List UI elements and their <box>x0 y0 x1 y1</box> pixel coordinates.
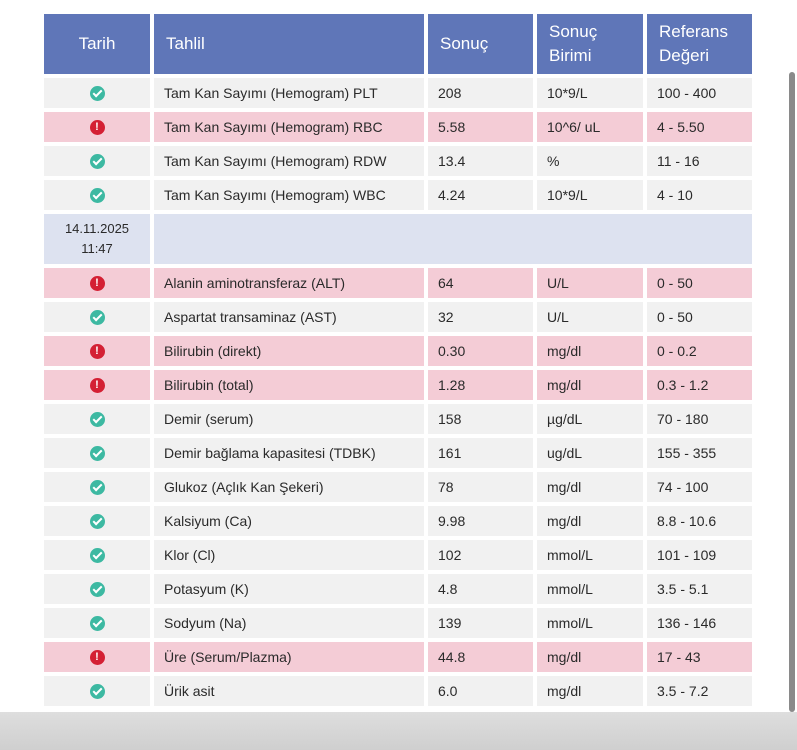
check-circle-icon <box>90 154 105 169</box>
exclamation-circle-icon <box>90 344 105 359</box>
test-name-cell: Demir (serum) <box>154 404 424 434</box>
table-row[interactable] <box>44 180 752 210</box>
unit-cell: mg/dl <box>537 642 643 672</box>
unit-cell: 10^6/ uL <box>537 112 643 142</box>
test-name-cell: Klor (Cl) <box>154 540 424 570</box>
check-circle-icon <box>90 548 105 563</box>
test-name-cell: Bilirubin (direkt) <box>154 336 424 366</box>
header-result-label: Sonuç <box>440 34 489 53</box>
check-circle-icon <box>90 684 105 699</box>
unit-cell: U/L <box>537 302 643 332</box>
reference-cell: 17 - 43 <box>647 642 752 672</box>
exclamation-circle-icon <box>90 378 105 393</box>
status-cell <box>44 268 150 298</box>
status-cell <box>44 336 150 366</box>
unit-cell: mmol/L <box>537 574 643 604</box>
status-cell <box>44 472 150 502</box>
result-cell: 0.30 <box>428 336 533 366</box>
reference-cell: 0 - 50 <box>647 268 752 298</box>
unit-cell: ug/dL <box>537 438 643 468</box>
status-cell <box>44 146 150 176</box>
test-name-cell: Üre (Serum/Plazma) <box>154 642 424 672</box>
result-cell: 208 <box>428 78 533 108</box>
unit-cell: 10*9/L <box>537 180 643 210</box>
check-circle-icon <box>90 310 105 325</box>
table-row[interactable] <box>44 268 752 298</box>
status-cell <box>44 540 150 570</box>
status-cell <box>44 302 150 332</box>
test-date: 14.11.2025 <box>64 221 130 236</box>
test-name-cell: Ürik asit <box>154 676 424 706</box>
status-cell <box>44 404 150 434</box>
reference-cell: 4 - 5.50 <box>647 112 752 142</box>
result-cell: 32 <box>428 302 533 332</box>
result-cell: 161 <box>428 438 533 468</box>
reference-cell: 100 - 400 <box>647 78 752 108</box>
status-cell <box>44 506 150 536</box>
check-circle-icon <box>90 446 105 461</box>
status-cell <box>44 112 150 142</box>
reference-cell: 0 - 0.2 <box>647 336 752 366</box>
result-cell: 6.0 <box>428 676 533 706</box>
result-cell: 1.28 <box>428 370 533 400</box>
result-cell: 64 <box>428 268 533 298</box>
header-reference-label-line1: Referans <box>659 22 728 41</box>
reference-cell: 11 - 16 <box>647 146 752 176</box>
status-cell <box>44 676 150 706</box>
unit-cell: 10*9/L <box>537 78 643 108</box>
test-name-cell: Glukoz (Açlık Kan Şekeri) <box>154 472 424 502</box>
test-name-cell: Tam Kan Sayımı (Hemogram) WBC <box>154 180 424 210</box>
unit-cell: mmol/L <box>537 608 643 638</box>
table-row[interactable] <box>44 506 752 536</box>
status-cell <box>44 370 150 400</box>
test-name-cell: Alanin aminotransferaz (ALT) <box>154 268 424 298</box>
test-time: 11:47 <box>81 241 113 256</box>
result-cell: 4.8 <box>428 574 533 604</box>
check-circle-icon <box>90 188 105 203</box>
table-row[interactable] <box>44 146 752 176</box>
result-cell: 44.8 <box>428 642 533 672</box>
check-circle-icon <box>90 582 105 597</box>
table-row[interactable] <box>44 404 752 434</box>
result-cell: 139 <box>428 608 533 638</box>
header-reference-label-line2: Değeri <box>659 46 710 65</box>
unit-cell: U/L <box>537 268 643 298</box>
reference-cell: 3.5 - 7.2 <box>647 676 752 706</box>
check-circle-icon <box>90 412 105 427</box>
table-row[interactable] <box>44 472 752 502</box>
reference-cell: 136 - 146 <box>647 608 752 638</box>
test-name-cell: Aspartat transaminaz (AST) <box>154 302 424 332</box>
check-circle-icon <box>90 480 105 495</box>
header-unit[interactable] <box>537 14 643 74</box>
exclamation-circle-icon <box>90 276 105 291</box>
table-row[interactable] <box>44 336 752 366</box>
check-circle-icon <box>90 86 105 101</box>
reference-cell: 70 - 180 <box>647 404 752 434</box>
header-reference[interactable] <box>647 14 752 74</box>
result-cell: 4.24 <box>428 180 533 210</box>
exclamation-circle-icon <box>90 120 105 135</box>
header-unit-label-line1: Sonuç <box>549 22 598 41</box>
lab-results-table <box>40 10 756 710</box>
table-body <box>44 78 752 706</box>
table-row[interactable] <box>44 540 752 570</box>
reference-cell: 4 - 10 <box>647 180 752 210</box>
reference-cell: 101 - 109 <box>647 540 752 570</box>
status-cell <box>44 78 150 108</box>
header-date-label: Tarih <box>78 34 116 53</box>
unit-cell: µg/dL <box>537 404 643 434</box>
reference-cell: 8.8 - 10.6 <box>647 506 752 536</box>
reference-cell: 155 - 355 <box>647 438 752 468</box>
result-cell: 13.4 <box>428 146 533 176</box>
test-name-cell: Sodyum (Na) <box>154 608 424 638</box>
reference-cell: 0.3 - 1.2 <box>647 370 752 400</box>
table-row[interactable] <box>44 370 752 400</box>
table-row[interactable] <box>44 78 752 108</box>
table-row[interactable] <box>44 608 752 638</box>
date-group-row <box>44 214 752 264</box>
unit-cell: mg/dl <box>537 472 643 502</box>
table-row[interactable] <box>44 676 752 706</box>
reference-cell: 74 - 100 <box>647 472 752 502</box>
table-row[interactable] <box>44 574 752 604</box>
status-cell <box>44 180 150 210</box>
check-circle-icon <box>90 514 105 529</box>
vertical-scrollbar[interactable] <box>789 72 795 712</box>
status-cell <box>44 608 150 638</box>
table-row[interactable] <box>44 438 752 468</box>
unit-cell: mmol/L <box>537 540 643 570</box>
test-name-cell: Tam Kan Sayımı (Hemogram) RDW <box>154 146 424 176</box>
table-header <box>44 14 752 74</box>
test-name-cell: Demir bağlama kapasitesi (TDBK) <box>154 438 424 468</box>
date-cell <box>44 214 150 264</box>
unit-cell: mg/dl <box>537 676 643 706</box>
header-unit-label-line2: Birimi <box>549 46 592 65</box>
status-cell <box>44 574 150 604</box>
result-cell: 158 <box>428 404 533 434</box>
status-cell <box>44 642 150 672</box>
exclamation-circle-icon <box>90 650 105 665</box>
result-cell: 102 <box>428 540 533 570</box>
unit-cell: mg/dl <box>537 370 643 400</box>
result-cell: 5.58 <box>428 112 533 142</box>
test-name-cell: Bilirubin (total) <box>154 370 424 400</box>
table-row[interactable] <box>44 112 752 142</box>
table-row[interactable] <box>44 302 752 332</box>
check-circle-icon <box>90 616 105 631</box>
unit-cell: % <box>537 146 643 176</box>
test-name-cell: Tam Kan Sayımı (Hemogram) PLT <box>154 78 424 108</box>
unit-cell: mg/dl <box>537 336 643 366</box>
test-name-cell: Tam Kan Sayımı (Hemogram) RBC <box>154 112 424 142</box>
header-date[interactable] <box>44 14 150 74</box>
header-result[interactable] <box>428 14 533 74</box>
test-name-cell: Kalsiyum (Ca) <box>154 506 424 536</box>
reference-cell: 3.5 - 5.1 <box>647 574 752 604</box>
status-cell <box>44 438 150 468</box>
table-row[interactable] <box>44 642 752 672</box>
test-name-cell: Potasyum (K) <box>154 574 424 604</box>
unit-cell: mg/dl <box>537 506 643 536</box>
header-test[interactable] <box>154 14 424 74</box>
result-cell: 78 <box>428 472 533 502</box>
result-cell: 9.98 <box>428 506 533 536</box>
header-test-label: Tahlil <box>166 34 205 53</box>
date-row-spacer <box>154 214 752 264</box>
reference-cell: 0 - 50 <box>647 302 752 332</box>
bottom-bar <box>0 712 797 750</box>
